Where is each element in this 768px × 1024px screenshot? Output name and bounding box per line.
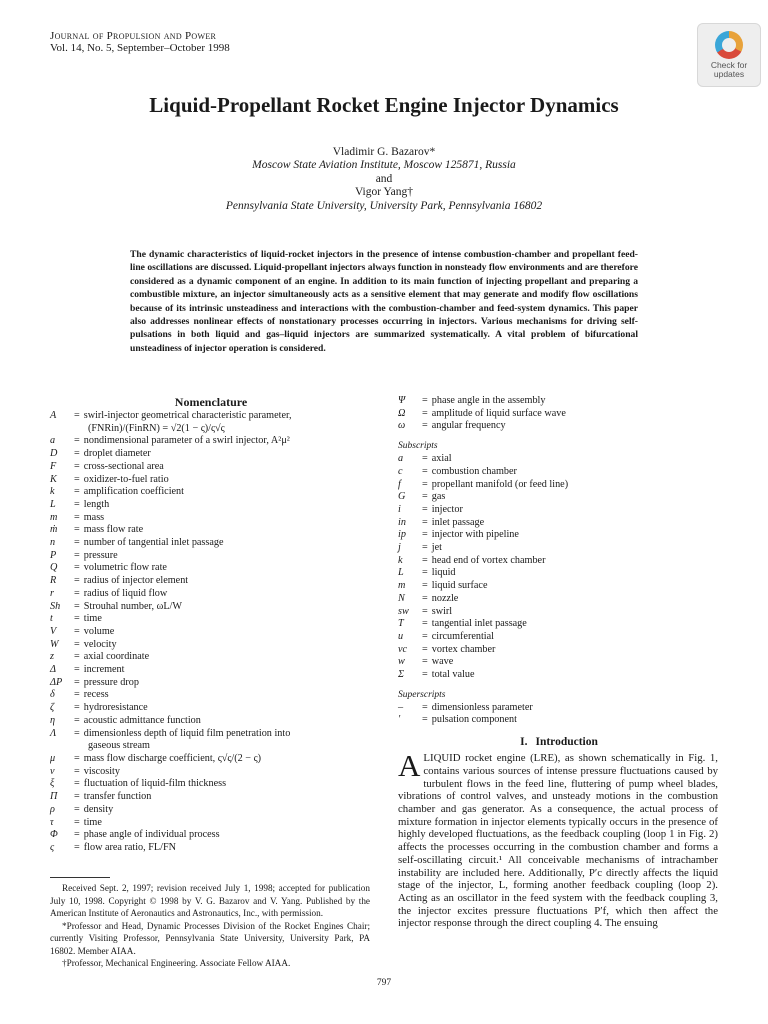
nomenclature-symbol: r: [50, 587, 54, 599]
nomenclature-description: dimensionless parameter: [431, 701, 533, 713]
nomenclature-description: mass: [83, 511, 105, 523]
nomenclature-symbol: f: [398, 478, 401, 490]
equals-sign: =: [74, 537, 80, 549]
nomenclature-symbol: m: [50, 511, 58, 523]
nomenclature-description: volumetric flow rate: [83, 562, 167, 574]
nomenclature-description: wave: [431, 656, 454, 668]
nomenclature-row: [398, 479, 720, 492]
nomenclature-symbol: ν: [50, 765, 55, 777]
equals-sign: =: [422, 580, 428, 592]
footnote: †Professor, Mechanical Engineering. Associate Fellow AIAA.: [62, 958, 291, 968]
nomenclature-row: [50, 715, 372, 728]
journal-issue: Vol. 14, No. 5, September–October 1998: [50, 42, 230, 54]
nomenclature-description: dimensionless depth of liquid film penetration into: [83, 727, 291, 739]
nomenclature-row: [398, 669, 720, 682]
nomenclature-description: hydroresistance: [83, 702, 148, 714]
nomenclature-description: time: [83, 613, 102, 625]
nomenclature-symbol: ρ: [50, 803, 55, 815]
nomenclature-symbol: w: [398, 656, 405, 668]
equals-sign: =: [74, 524, 80, 536]
nomenclature-row: [398, 408, 720, 421]
nomenclature-row: [50, 410, 372, 423]
equals-sign: =: [422, 465, 428, 477]
equals-sign: =: [74, 498, 80, 510]
nomenclature-symbol: ΔP: [50, 676, 63, 688]
nomenclature-row: [398, 714, 720, 727]
nomenclature-symbol: P: [50, 549, 57, 561]
equals-sign: =: [74, 486, 80, 498]
nomenclature-description: injector: [431, 503, 463, 515]
nomenclature-symbol: τ: [50, 816, 54, 828]
nomenclature-row: [50, 829, 372, 842]
equals-sign: =: [422, 453, 428, 465]
nomenclature-description: amplification coefficient: [83, 486, 184, 498]
equals-sign: =: [422, 478, 428, 490]
nomenclature-symbol: z: [50, 651, 54, 663]
nomenclature-description: phase angle of individual process: [83, 829, 220, 841]
equals-sign: =: [422, 643, 428, 655]
nomenclature-description: gaseous stream: [88, 740, 150, 752]
equals-sign: =: [422, 630, 428, 642]
nomenclature-description: total value: [431, 669, 475, 681]
nomenclature-row: [50, 601, 372, 614]
nomenclature-description: propellant manifold (or feed line): [431, 478, 569, 490]
nomenclature-description: phase angle in the assembly: [431, 395, 546, 406]
nomenclature-description: angular frequency: [431, 420, 506, 432]
equals-sign: =: [74, 448, 80, 460]
nomenclature-symbol: k: [398, 554, 403, 566]
nomenclature-row: [398, 529, 720, 542]
nomenclature-description: Strouhal number, ωL/W: [83, 600, 182, 612]
section-number: I.: [520, 736, 528, 749]
equals-sign: =: [74, 778, 80, 790]
right-column: [398, 395, 720, 930]
nomenclature-row: [398, 504, 720, 517]
nomenclature-symbol: μ: [50, 752, 56, 764]
equals-sign: =: [422, 656, 428, 668]
nomenclature-symbol: i: [398, 503, 401, 515]
nomenclature-symbol: A: [50, 410, 57, 421]
nomenclature-description: nozzle: [431, 592, 459, 604]
author-block: [0, 146, 768, 213]
equals-sign: =: [422, 669, 428, 681]
nomenclature-symbol: Q: [50, 562, 58, 574]
equals-sign: =: [74, 689, 80, 701]
nomenclature-symbol: k: [50, 486, 55, 498]
nomenclature-row: [398, 567, 720, 580]
nomenclature-row: [50, 677, 372, 690]
nomenclature-symbol: Δ: [50, 664, 56, 676]
nomenclature-symbol: T: [398, 618, 404, 630]
nomenclature-symbol: Λ: [50, 727, 57, 739]
equals-sign: =: [74, 511, 80, 523]
equals-sign: =: [422, 407, 428, 419]
author-conjunction: and: [375, 172, 393, 185]
nomenclature-description: gas: [431, 491, 446, 503]
author-affiliation: Moscow State Aviation Institute, Moscow 125871, Russia: [252, 159, 516, 172]
equals-sign: =: [74, 816, 80, 828]
nomenclature-symbol: R: [50, 575, 57, 587]
badge-label: Check for updates: [710, 60, 748, 79]
equals-sign: =: [422, 420, 428, 432]
superscripts-list: [398, 702, 720, 727]
nomenclature-description: mass flow rate: [83, 524, 144, 536]
left-column: [50, 395, 372, 855]
footnote-rule: [50, 877, 110, 878]
footnotes: [50, 882, 370, 970]
nomenclature-description: liquid: [431, 567, 456, 579]
equals-sign: =: [422, 618, 428, 630]
superscripts-heading: Superscripts: [398, 689, 446, 700]
abstract: The dynamic characteristics of liquid-rocket injectors in the presence of intense combustion-chamber and propellant feed-line oscillations are discussed. Liquid-propellant injectors always function in nonsteady flow environments and are therefore considered as a dynamic component of an engine. In addition to its main function of injecting propellant and preparing a combustible mixture, an injector simultaneously acts as a sensitive element that may generate and modify flow oscillations because of its intrinsic unsteadiness and interactions with the combustion-chamber and feed-system dynamics. This paper also addresses nonlinear effects of nonstationary processes occurring in injectors. Various mechanisms for driving self-pulsations in both liquid and gas–liquid injectors are summarized systematically. A vital problem of bifurcational unsteadiness of injector operation is considered.: [130, 249, 638, 354]
equals-sign: =: [422, 516, 428, 528]
equals-sign: =: [422, 395, 428, 406]
nomenclature-description: radius of liquid flow: [83, 587, 168, 599]
nomenclature-symbol: ′: [398, 714, 401, 726]
nomenclature-row: [50, 435, 372, 448]
nomenclature-description: pulsation component: [431, 714, 517, 726]
author-affiliation: Pennsylvania State University, University Park, Pennsylvania 16802: [225, 199, 543, 212]
equals-sign: =: [74, 651, 80, 663]
nomenclature-row: [50, 524, 372, 537]
nomenclature-row: [398, 644, 720, 657]
footnote: Received Sept. 2, 1997; revision received July 1, 1998; accepted for publication July 10, 1998. Copyright © 1998 by V. G. Bazarov and V. Yang. Published by the American Institute of Aeronautics and Astronautics, Inc., with permission.: [50, 883, 370, 918]
nomenclature-symbol: ip: [398, 529, 406, 541]
equals-sign: =: [422, 529, 428, 541]
nomenclature-symbol: in: [398, 516, 406, 528]
equals-sign: =: [422, 503, 428, 515]
page-number: 797: [376, 978, 392, 988]
nomenclature-description: density: [83, 803, 114, 815]
equals-sign: =: [74, 803, 80, 815]
nomenclature-description: acoustic admittance function: [83, 714, 201, 726]
nomenclature-row: [398, 580, 720, 593]
footnote: *Professor and Head, Dynamic Processes Division of the Rocket Engines Chair; currently Visiting Professor, Pennsylvania State University, University Park, PA 16802. Member AIAA.: [50, 920, 370, 956]
crossmark-icon: [715, 31, 743, 59]
nomenclature-description: (FNRin)/(FinRN) = √2(1 − ς)/ς√ς: [88, 422, 225, 434]
equals-sign: =: [74, 829, 80, 841]
subscripts-list: [398, 453, 720, 682]
equals-sign: =: [74, 765, 80, 777]
nomenclature-row: [50, 791, 372, 804]
nomenclature-description: number of tangential inlet passage: [83, 537, 224, 549]
equals-sign: =: [74, 702, 80, 714]
nomenclature-symbol: c: [398, 465, 403, 477]
nomenclature-list-continued: [398, 395, 720, 433]
nomenclature-description: axial coordinate: [83, 651, 150, 663]
nomenclature-description: pressure: [83, 549, 118, 561]
nomenclature-row: [398, 702, 720, 715]
equals-sign: =: [422, 567, 428, 579]
equals-sign: =: [74, 613, 80, 625]
nomenclature-symbol: L: [398, 567, 404, 579]
nomenclature-row: [398, 517, 720, 530]
nomenclature-row: [50, 817, 372, 830]
nomenclature-symbol: ξ: [50, 778, 55, 790]
nomenclature-row: [50, 461, 372, 474]
nomenclature-symbol: δ: [50, 689, 55, 701]
nomenclature-row: [398, 656, 720, 669]
nomenclature-description: tangential inlet passage: [431, 618, 527, 630]
section-heading: [398, 736, 720, 748]
nomenclature-description: swirl-injector geometrical characteristic parameter,: [83, 410, 292, 421]
journal-header: [50, 30, 230, 54]
nomenclature-row: [50, 626, 372, 639]
equals-sign: =: [74, 600, 80, 612]
nomenclature-symbol: F: [50, 460, 57, 472]
nomenclature-symbol: u: [398, 630, 404, 642]
nomenclature-symbol: a: [50, 435, 56, 447]
section-title: Introduction: [535, 736, 598, 749]
nomenclature-row: [398, 491, 720, 504]
check-for-updates-badge[interactable]: [697, 23, 761, 87]
nomenclature-description: injector with pipeline: [431, 529, 519, 541]
equals-sign: =: [74, 791, 80, 803]
nomenclature-description: time: [83, 816, 102, 828]
nomenclature-row: [398, 631, 720, 644]
equals-sign: =: [74, 549, 80, 561]
nomenclature-description: vortex chamber: [431, 643, 496, 655]
nomenclature-symbol: n: [50, 537, 56, 549]
nomenclature-row: [398, 542, 720, 555]
nomenclature-description: radius of injector element: [83, 575, 189, 587]
equals-sign: =: [74, 727, 80, 739]
nomenclature-symbol: ω: [398, 420, 406, 432]
equals-sign: =: [74, 435, 80, 447]
nomenclature-description: cross-sectional area: [83, 460, 164, 472]
nomenclature-row: [50, 651, 372, 664]
equals-sign: =: [74, 562, 80, 574]
equals-sign: =: [74, 410, 80, 421]
nomenclature-row: [50, 766, 372, 779]
nomenclature-row: [398, 395, 720, 408]
equals-sign: =: [422, 542, 428, 554]
nomenclature-row: [50, 689, 372, 702]
drop-cap: A: [398, 748, 421, 784]
nomenclature-row: [50, 537, 372, 550]
nomenclature-row: [50, 842, 372, 855]
nomenclature-symbol: j: [398, 542, 401, 554]
nomenclature-description: head end of vortex chamber: [431, 554, 546, 566]
nomenclature-row: [398, 593, 720, 606]
nomenclature-symbol: D: [50, 448, 58, 460]
nomenclature-description: axial: [431, 453, 452, 465]
nomenclature-row: [50, 740, 372, 753]
intro-text: LIQUID rocket engine (LRE), as shown schematically in Fig. 1, contains various sources of intense pressure fluctuations caused by turbulent flows in the feed line, fluttering of pump wheel blades, vibrations of control valves, and unsteady motions in the combustion chamber and gas generator. As a consequence, the actual process of mixture formation in injector elements typically occurs in the presence of highly developed fluctuations, as the feedback coupling (loop 1 in Fig. 2) affects the processes occurring in the combustion chamber and forms a self-oscillating circuit.¹ All conceivable mechanisms of intrachamber instability are included here. Additionally, P′c directly affects the liquid stage of the injector, L, forming another feedback coupling (loop 2). Acting as an oscillator in the feed system with the feedback coupling 3, the injector excites pressure fluctuations P′f, which then affect the injector response through the direct coupling 4. The ensuing: [398, 752, 718, 930]
nomenclature-description: swirl: [431, 605, 453, 617]
nomenclature-row: [398, 466, 720, 479]
nomenclature-row: [50, 702, 372, 715]
nomenclature-symbol: Σ: [398, 669, 405, 681]
nomenclature-symbol: G: [398, 491, 406, 503]
equals-sign: =: [422, 592, 428, 604]
nomenclature-symbol: Π: [50, 791, 58, 803]
nomenclature-description: combustion chamber: [431, 465, 517, 477]
equals-sign: =: [74, 473, 80, 485]
nomenclature-symbol: ζ: [50, 702, 55, 714]
nomenclature-description: inlet passage: [431, 516, 485, 528]
nomenclature-row: [50, 575, 372, 588]
nomenclature-row: [50, 486, 372, 499]
nomenclature-description: velocity: [83, 638, 117, 650]
nomenclature-symbol: W: [50, 638, 59, 650]
nomenclature-row: [398, 618, 720, 631]
equals-sign: =: [74, 587, 80, 599]
equals-sign: =: [422, 605, 428, 617]
equals-sign: =: [74, 676, 80, 688]
nomenclature-description: recess: [83, 689, 109, 701]
nomenclature-row: [398, 453, 720, 466]
nomenclature-symbol: Φ: [50, 829, 58, 841]
nomenclature-symbol: vc: [398, 643, 408, 655]
nomenclature-symbol: Sh: [50, 600, 61, 612]
author-name: Vladimir G. Bazarov*: [332, 146, 436, 158]
nomenclature-symbol: Ψ: [398, 395, 406, 406]
nomenclature-description: fluctuation of liquid-film thickness: [83, 778, 227, 790]
paper-title: Liquid-Propellant Rocket Engine Injector Dynamics: [149, 93, 619, 117]
nomenclature-description: oxidizer-to-fuel ratio: [83, 473, 169, 485]
equals-sign: =: [74, 841, 80, 853]
nomenclature-row: [50, 562, 372, 575]
equals-sign: =: [74, 664, 80, 676]
nomenclature-symbol: m: [398, 580, 406, 592]
nomenclature-row: [398, 420, 720, 433]
nomenclature-description: flow area ratio, FL/FN: [83, 841, 176, 853]
nomenclature-symbol: K: [50, 473, 57, 485]
nomenclature-row: [50, 804, 372, 817]
nomenclature-description: circumferential: [431, 630, 494, 642]
nomenclature-list: [50, 410, 372, 855]
nomenclature-row: [50, 448, 372, 461]
nomenclature-row: [50, 613, 372, 626]
nomenclature-heading: Nomenclature: [174, 395, 248, 409]
equals-sign: =: [74, 625, 80, 637]
nomenclature-symbol: η: [50, 714, 56, 726]
nomenclature-row: [398, 606, 720, 619]
equals-sign: =: [422, 714, 428, 726]
nomenclature-description: transfer function: [83, 791, 152, 803]
nomenclature-row: [50, 474, 372, 487]
nomenclature-symbol: Ω: [398, 407, 406, 419]
nomenclature-row: [50, 550, 372, 563]
equals-sign: =: [74, 575, 80, 587]
nomenclature-row: [50, 512, 372, 525]
nomenclature-description: pressure drop: [83, 676, 139, 688]
equals-sign: =: [74, 752, 80, 764]
nomenclature-description: viscosity: [83, 765, 120, 777]
nomenclature-description: droplet diameter: [83, 448, 151, 460]
nomenclature-description: volume: [83, 625, 115, 637]
subscripts-heading: Subscripts: [398, 441, 438, 452]
nomenclature-symbol: –: [398, 701, 404, 713]
equals-sign: =: [74, 714, 80, 726]
equals-sign: =: [74, 638, 80, 650]
nomenclature-row: [50, 664, 372, 677]
intro-paragraph: [398, 748, 718, 930]
nomenclature-row: [50, 588, 372, 601]
nomenclature-symbol: N: [398, 592, 405, 604]
nomenclature-symbol: t: [50, 613, 53, 625]
nomenclature-symbol: a: [398, 453, 404, 465]
nomenclature-description: length: [83, 498, 110, 510]
equals-sign: =: [422, 491, 428, 503]
nomenclature-row: [50, 423, 372, 436]
nomenclature-description: liquid surface: [431, 580, 488, 592]
nomenclature-symbol: L: [50, 498, 56, 510]
nomenclature-symbol: sw: [398, 605, 409, 617]
nomenclature-description: mass flow discharge coefficient, ς√ς/(2 − ς): [83, 752, 261, 764]
nomenclature-symbol: V: [50, 625, 57, 637]
nomenclature-row: [50, 639, 372, 652]
equals-sign: =: [74, 460, 80, 472]
equals-sign: =: [422, 701, 428, 713]
nomenclature-description: increment: [83, 664, 125, 676]
nomenclature-description: amplitude of liquid surface wave: [431, 407, 566, 419]
nomenclature-description: nondimensional parameter of a swirl injector, A²μ²: [83, 435, 290, 447]
nomenclature-row: [398, 555, 720, 568]
journal-name: Journal of Propulsion and Power: [50, 30, 217, 42]
nomenclature-description: jet: [431, 542, 442, 554]
author-name: Vigor Yang†: [354, 186, 414, 199]
nomenclature-row: [50, 728, 372, 741]
nomenclature-row: [50, 778, 372, 791]
nomenclature-symbol: ς: [50, 841, 55, 853]
nomenclature-row: [50, 753, 372, 766]
equals-sign: =: [422, 554, 428, 566]
nomenclature-symbol: ṁ: [50, 524, 58, 536]
nomenclature-row: [50, 499, 372, 512]
